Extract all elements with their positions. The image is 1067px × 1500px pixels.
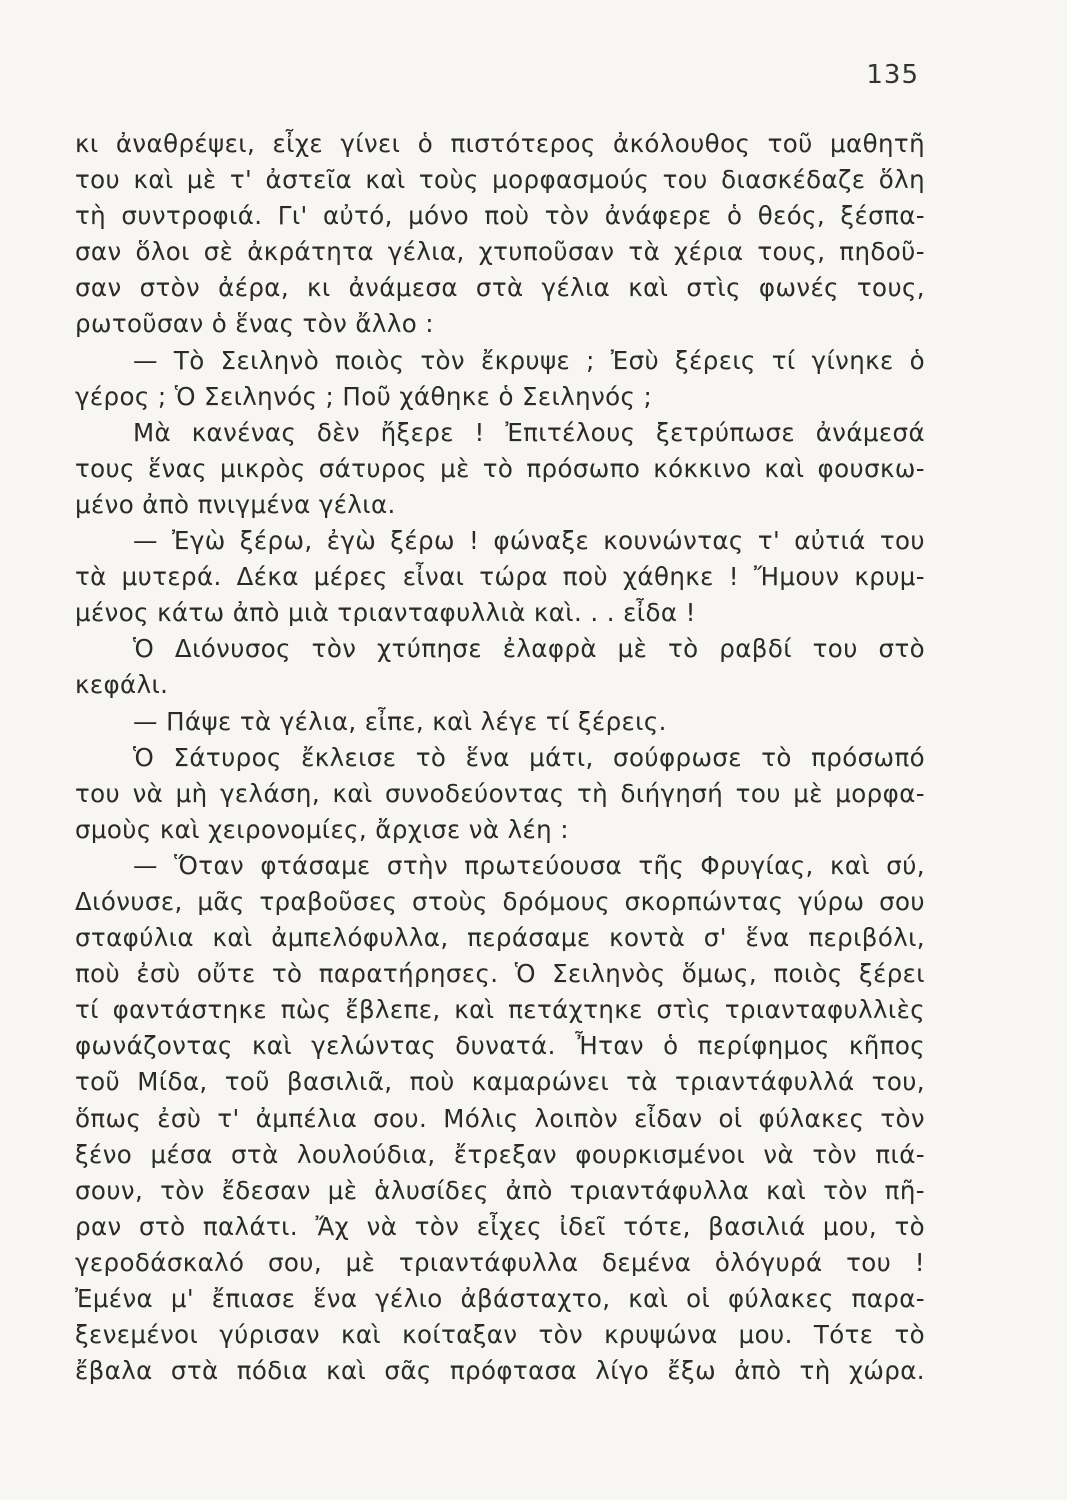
text-line: κι ἀναθρέψει, εἶχε γίνει ὁ πιστότερος ἀκόλουθος τοῦ μαθητῆ — [75, 129, 925, 158]
text-line: ἔβαλα στὰ πόδια καὶ σᾶς πρόφτασα λίγο ἔξω ἀπὸ τὴ χώρα. — [75, 1356, 925, 1386]
text-line: — Πάψε τὰ γέλια, εἶπε, καὶ λέγε τί ξέρεις. — [133, 706, 667, 736]
text-line: Διόνυσε, μᾶς τραβοῦσες στοὺς δρόμους σκορπώντας γύρω σου — [75, 886, 925, 916]
text-line: γέρος ; Ὁ Σειληνός ; Ποῦ χάθηκε ὁ Σειληνός ; — [75, 381, 653, 411]
text-line: τὰ μυτερά. Δέκα μέρες εἶναι τώρα ποὺ χάθηκε ! Ἤμουν κρυμ- — [75, 562, 925, 592]
text-line: σμοὺς καὶ χειρονομίες, ἄρχισε νὰ λέη : — [75, 814, 569, 844]
text-line: μένο ἀπὸ πνιγμένα γέλια. — [75, 489, 396, 519]
text-line: Ὁ Σάτυρος ἔκλεισε τὸ ἕνα μάτι, σούφρωσε τὸ πρόσωπό — [133, 742, 925, 772]
text-line: Ἐμένα μ' ἔπιασε ἕνα γέλιο ἀβάσταχτο, καὶ οἱ φύλακες παρα- — [75, 1284, 925, 1313]
text-line: τὴ συντροφιά. Γι' αὐτό, μόνο ποὺ τὸν ἀνάφερε ὁ θεός, ξέσπα- — [75, 201, 925, 231]
text-line: ξενεμένοι γύρισαν καὶ κοίταξαν τὸν κρυψώνα μου. Τότε τὸ — [75, 1320, 925, 1350]
text-line: — Ἐγὼ ξέρω, ἐγὼ ξέρω ! φώναξε κουνώντας τ' αὐτιά του — [133, 526, 925, 556]
text-line: γεροδάσκαλό σου, μὲ τριαντάφυλλα δεμένα ὁλόγυρά του ! — [75, 1247, 925, 1277]
text-line: ποὺ ἐσὺ οὔτε τὸ παρατήρησες. Ὁ Σειληνὸς ὅμως, ποιὸς ξέρει — [75, 959, 925, 989]
text-line: ρωτοῦσαν ὁ ἕνας τὸν ἄλλο : — [75, 309, 434, 339]
text-line: σαν ὅλοι σὲ ἀκράτητα γέλια, χτυποῦσαν τὰ χέρια τους, πηδοῦ- — [75, 237, 925, 267]
text-line: τί φαντάστηκε πὼς ἔβλεπε, καὶ πετάχτηκε στὶς τριανταφυλλιὲς — [75, 995, 925, 1025]
text-line: σταφύλια καὶ ἀμπελόφυλλα, περάσαμε κοντὰ σ' ἕνα περιβόλι, — [75, 923, 925, 953]
text-line: φωνάζοντας καὶ γελώντας δυνατά. Ἦταν ὁ περίφημος κῆπος — [75, 1031, 925, 1061]
text-line: μένος κάτω ἀπὸ μιὰ τριανταφυλλιὰ καὶ. . . εἶδα ! — [75, 598, 696, 628]
text-line: Μὰ κανένας δὲν ἤξερε ! Ἐπιτέλους ξετρύπωσε ἀνάμεσά — [133, 417, 925, 447]
text-line: κεφάλι. — [75, 670, 169, 700]
text-line: ραν στὸ παλάτι. Ἄχ νὰ τὸν εἶχες ἰδεῖ τότε, βασιλιά μου, τὸ — [75, 1211, 925, 1241]
text-line: σαν στὸν ἀέρα, κι ἀνάμεσα στὰ γέλια καὶ στὶς φωνές τους, — [75, 273, 925, 303]
body-text — [75, 126, 925, 1389]
text-line: σουν, τὸν ἔδεσαν μὲ ἁλυσίδες ἀπὸ τριαντάφυλλα καὶ τὸν πῆ- — [75, 1175, 925, 1205]
text-line: τοῦ Μίδα, τοῦ βασιλιᾶ, ποὺ καμαρώνει τὰ τριαντάφυλλά του, — [75, 1067, 925, 1097]
text-line: Ὁ Διόνυσος τὸν χτύπησε ἐλαφρὰ μὲ τὸ ραβδί του στὸ — [133, 634, 925, 664]
page-number: 135 — [866, 60, 919, 90]
text-line: τους ἕνας μικρὸς σάτυρος μὲ τὸ πρόσωπο κόκκινο καὶ φουσκω- — [75, 453, 925, 483]
text-line: του νὰ μὴ γελάση, καὶ συνοδεύοντας τὴ διήγησή του μὲ μορφα- — [75, 778, 925, 808]
text-line: — Ὅταν φτάσαμε στὴν πρωτεύουσα τῆς Φρυγίας, καὶ σύ, — [133, 850, 925, 880]
text-line: — Τὸ Σειληνὸ ποιὸς τὸν ἔκρυψε ; Ἐσὺ ξέρεις τί γίνηκε ὁ — [133, 345, 925, 375]
text-line: ὅπως ἐσὺ τ' ἀμπέλια σου. Μόλις λοιπὸν εἶδαν οἱ φύλακες τὸν — [75, 1103, 925, 1133]
text-line: του καὶ μὲ τ' ἀστεῖα καὶ τοὺς μορφασμούς του διασκέδαζε ὅλη — [75, 165, 925, 195]
text-line: ξένο μέσα στὰ λουλούδια, ἔτρεξαν φουρκισμένοι νὰ τὸν πιά- — [75, 1139, 925, 1169]
